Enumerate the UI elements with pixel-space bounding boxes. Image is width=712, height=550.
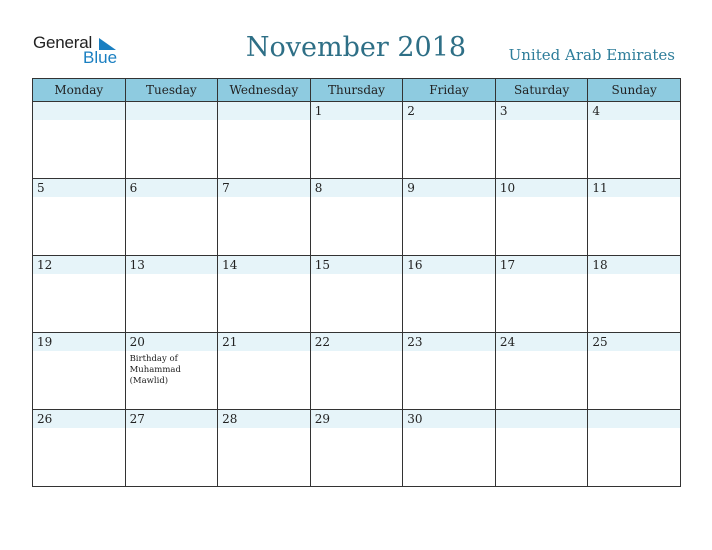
- day-cell: [33, 256, 126, 333]
- day-cell: [310, 102, 403, 179]
- weekday-header: Friday: [403, 79, 496, 102]
- calendar-grid: [32, 78, 681, 487]
- day-cell: [588, 102, 681, 179]
- day-band: [588, 102, 680, 120]
- day-cell: [403, 102, 496, 179]
- calendar-title: November 2018: [245, 32, 467, 63]
- weekday-header: Wednesday: [218, 79, 311, 102]
- day-number: 29: [314, 412, 330, 426]
- day-band: [311, 179, 403, 197]
- day-cell: [218, 179, 311, 256]
- day-cell: [588, 179, 681, 256]
- weekday-header: Saturday: [495, 79, 588, 102]
- day-number: 20: [129, 335, 145, 349]
- day-number: 14: [222, 258, 238, 272]
- weekday-header: Thursday: [310, 79, 403, 102]
- day-band: [311, 102, 403, 120]
- day-number: 19: [37, 335, 53, 349]
- day-band: [218, 179, 310, 197]
- day-cell: [588, 410, 681, 487]
- day-cell: [218, 102, 311, 179]
- day-number: 2: [407, 104, 415, 118]
- day-number: 4: [592, 104, 601, 118]
- day-number: 28: [222, 412, 238, 426]
- day-cell: [125, 179, 218, 256]
- day-cell: [495, 333, 588, 410]
- country-label: United Arab Emirates: [508, 46, 675, 64]
- day-number: 3: [499, 104, 508, 118]
- day-band: [126, 102, 218, 120]
- day-number: 11: [592, 181, 608, 195]
- day-cell: [125, 410, 218, 487]
- day-band: [33, 179, 125, 197]
- day-number: 16: [407, 258, 423, 272]
- day-number: 15: [314, 258, 330, 272]
- day-number: 30: [407, 412, 423, 426]
- day-cell: [403, 256, 496, 333]
- day-cell: [218, 410, 311, 487]
- day-cell: [218, 256, 311, 333]
- day-cell: [310, 256, 403, 333]
- week-row: [33, 256, 681, 333]
- day-band: [126, 179, 218, 197]
- day-number: 24: [499, 335, 516, 349]
- day-number: 17: [499, 258, 516, 272]
- day-cell: [33, 179, 126, 256]
- day-number: 9: [407, 181, 415, 195]
- day-number: 21: [222, 335, 238, 349]
- week-row: [33, 179, 681, 256]
- day-number: 7: [222, 181, 230, 195]
- day-number: 25: [592, 335, 608, 349]
- weekday-header: Sunday: [588, 79, 681, 102]
- day-number: 23: [407, 335, 423, 349]
- day-cell: [403, 333, 496, 410]
- day-number: 1: [314, 104, 323, 118]
- day-band: [496, 102, 588, 120]
- weekday-header: Monday: [33, 79, 126, 102]
- day-number: 6: [129, 181, 138, 195]
- day-cell: [125, 333, 218, 410]
- day-cell: [125, 102, 218, 179]
- day-cell: [495, 410, 588, 487]
- day-number: 5: [37, 181, 45, 195]
- logo-blue-text: Blue: [83, 48, 118, 67]
- weekday-header-row: [33, 79, 681, 102]
- week-row: [33, 102, 681, 179]
- day-number: 8: [314, 181, 323, 195]
- day-number: 27: [129, 412, 145, 426]
- day-cell: [33, 333, 126, 410]
- day-cell: [403, 410, 496, 487]
- day-band: [496, 410, 588, 428]
- day-cell: [310, 410, 403, 487]
- day-band: [33, 102, 125, 120]
- day-cell: [495, 102, 588, 179]
- holiday-label: Birthday of Muhammad (Mawlid): [129, 354, 181, 386]
- week-row: [33, 410, 681, 487]
- weekday-header: Tuesday: [125, 79, 218, 102]
- day-number: 26: [37, 412, 53, 426]
- day-band: [403, 102, 495, 120]
- logo-general-text: General: [33, 33, 93, 52]
- day-number: 10: [499, 181, 516, 195]
- day-cell: [310, 179, 403, 256]
- week-row: [33, 333, 681, 410]
- day-cell: [588, 333, 681, 410]
- day-number: 12: [37, 258, 53, 272]
- day-cell: [588, 256, 681, 333]
- day-cell: [495, 256, 588, 333]
- day-band: [403, 179, 495, 197]
- day-cell: [495, 179, 588, 256]
- day-cell: [33, 410, 126, 487]
- day-band: [218, 102, 310, 120]
- day-number: 22: [314, 335, 330, 349]
- day-band: [588, 410, 680, 428]
- day-cell: [125, 256, 218, 333]
- day-cell: [310, 333, 403, 410]
- day-number: 18: [592, 258, 608, 272]
- day-cell: [218, 333, 311, 410]
- day-number: 13: [129, 258, 145, 272]
- day-cell: [403, 179, 496, 256]
- day-cell: [33, 102, 126, 179]
